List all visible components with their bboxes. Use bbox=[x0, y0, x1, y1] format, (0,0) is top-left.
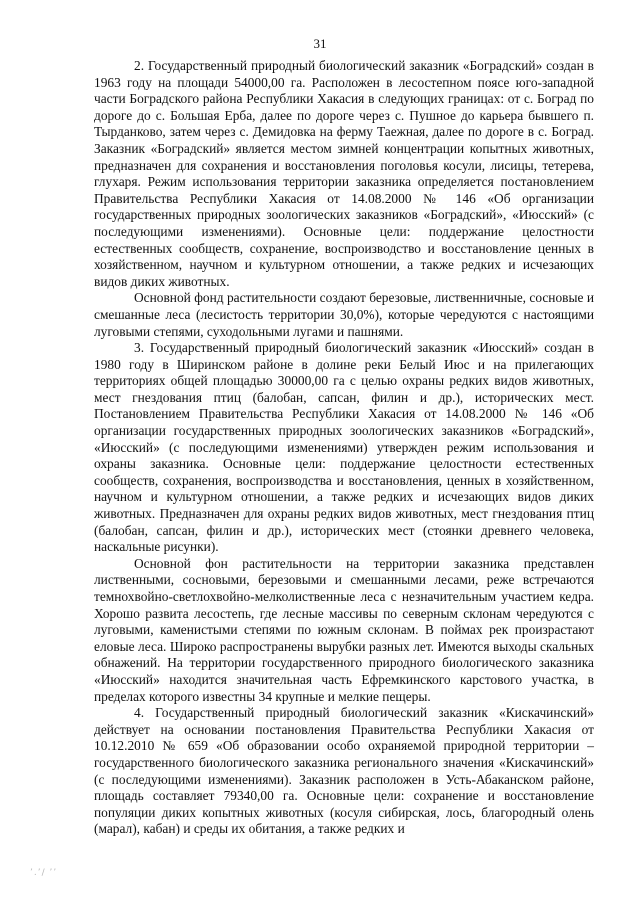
document-body bbox=[94, 58, 594, 838]
paragraph-kiskachinsky-reserve: 4. Государственный природный биологический заказник «Кискачинский» действует на основании постановления Правительства Республики Хакасия от 10.12.2010 № 659 «Об образовании особо охраняемой природной территории – государственного биологического заказника регионального значения «Кискачинский» (с последующими изменениями). Заказник расположен в Усть-Абаканском районе, площадь составляет 79340,00 га. Основные цели: сохранение и восстановление популяции диких копытных животных (косуля сибирская, лось, благородный олень (марал), кабан) и среды их обитания, а также редких и bbox=[94, 705, 594, 837]
paragraph-bogradsky-reserve: 2. Государственный природный биологический заказник «Боградский» создан в 1963 году на площади 54000,00 га. Расположен в лесостепном поясе юго-западной части Боградского района Республики Хакасия в следующих границах: от с. Боград по дороге до с. Большая Ерба, далее по дороге через с. Пушное до карьера бывшего п. Тырданково, затем через с. Демидовка на ферму Таежная, далее по дороге в с. Боград. Заказник «Боградский» является местом зимней концентрации копытных животных, предназначен для сохранения и восстановления поголовья косули, лисицы, тетерева, глухаря. Режим использования территории заказника определяется постановлением Правительства Республики Хакасия от 14.08.2000 № 146 «Об организации государственных природных зоологических заказников «Боградский», «Июсский» (с последующими изменениями). Основные цели: поддержание целостности естественных сообществ, сохранение, воспроизводство и восстановление ценных в хозяйственном, научном и культурном отношении, а также редких и исчезающих видов диких животных. bbox=[94, 58, 594, 289]
page-number: 31 bbox=[313, 36, 327, 51]
paragraph-iyussky-vegetation: Основной фон растительности на территории заказника представлен лиственными, сосновыми, березовыми и смешанными лесами, реже встречаются темнохвойно-светлохвойно-мелколиственные леса с незначительным участием кедра. Хорошо развита лесостепь, где лесные массивы по северным склонам чередуются с луговыми, каменистыми степями по южным склонам. В поймах рек произрастают еловые леса. Широко распространены вырубки разных лет. Имеются выходы скальных обнажений. На территории государственного природного биологического заказника «Июсский» находится значительная часть Ефремкинского карстового участка, в пределах которого известны 34 крупные и мелкие пещеры. bbox=[94, 555, 594, 704]
paragraph-bogradsky-vegetation: Основной фонд растительности создают березовые, лиственничные, сосновые и смешанные леса (лесистость территории 30,0%), которые чередуются с настоящими луговыми степями, суходольными лугами и пашнями. bbox=[94, 290, 594, 339]
paragraph-iyussky-reserve: 3. Государственный природный биологический заказник «Июсский» создан в 1980 году в Ширинском районе в долине реки Белый Июс и на прилегающих территориях общей площадью 30000,00 га с целью охраны редких видов животных, мест гнездования птиц (балобан, сапсан, филин и др.), исторических мест. Постановлением Правительства Республики Хакасия от 14.08.2000 № 146 «Об организации государственных природных зоологических заказников «Боградский», «Июсский» (с последующими изменениями) утвержден режим использования и охраны заказника. Основные цели: поддержание целостности естественных сообществ, сохранения, воспроизводства и восстановления, ценных в хозяйственном, научном и культурном отношении, а также редких и исчезающих видов диких животных. Предназначен для охраны редких видов животных, мест гнездования птиц (балобан, сапсан, филин и др.), исторических мест (стоянки древнего человека, наскальные рисунки). bbox=[94, 340, 594, 555]
footer-scan-mark: ’.’/ ’’ bbox=[30, 868, 58, 878]
